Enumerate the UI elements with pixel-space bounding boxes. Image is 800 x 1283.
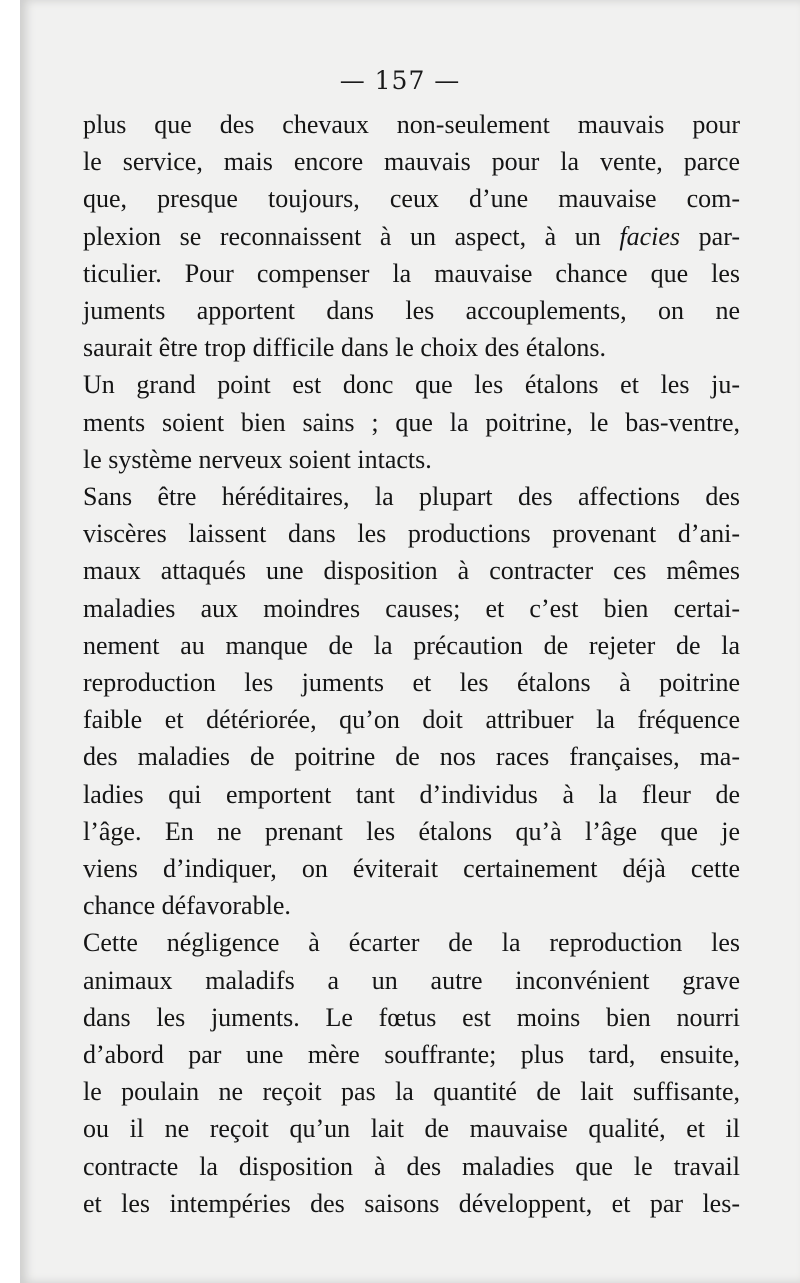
text-line: Cette négligence à écarter de la reproduction les <box>83 928 740 958</box>
text-segment: plexion se reconnaissent à un aspect, à un <box>83 221 620 251</box>
text-line-with-italic <box>83 218 740 255</box>
text-line: ou il ne reçoit qu’un lait de mauvaise qualité, et il <box>83 1114 740 1144</box>
text-line: contracte la disposition à des maladies que le travail <box>83 1151 740 1181</box>
text-line: d’abord par une mère souffrante; plus tard, ensuite, <box>83 1040 740 1070</box>
paragraph-2 <box>83 366 740 478</box>
text-line: saurait être trop difficile dans le choix des étalons. <box>83 333 606 363</box>
paragraph-1 <box>83 106 740 366</box>
paragraph-3 <box>83 478 740 924</box>
text-line: l’âge. En ne prenant les étalons qu’à l’âge que je <box>83 816 740 846</box>
text-line: et les intempéries des saisons développent, et par les- <box>83 1188 740 1218</box>
text-line: maladies aux moindres causes; et c’est bien certai- <box>83 593 740 623</box>
text-line: le poulain ne reçoit pas la quantité de lait suffisante, <box>83 1077 740 1107</box>
text-line: juments apportent dans les accouplements, on ne <box>83 296 740 326</box>
text-line: ticulier. Pour compenser la mauvaise chance que les <box>83 258 740 288</box>
text-line: que, presque toujours, ceux d’une mauvaise com- <box>83 184 740 214</box>
text-line: nement au manque de la précaution de rejeter de la <box>83 630 740 660</box>
text-line: ments soient bien sains ; que la poitrine, le bas-ventre, <box>83 407 740 437</box>
text-line: viscères laissent dans les productions provenant d’ani- <box>83 519 740 549</box>
paragraph-4 <box>83 924 740 1222</box>
text-segment: par- <box>680 221 740 251</box>
italic-word: facies <box>619 221 681 251</box>
text-line: reproduction les juments et les étalons à poitrine <box>83 668 740 698</box>
page-number: — 157 — <box>339 66 461 95</box>
text-line: le service, mais encore mauvais pour la vente, parce <box>83 147 740 177</box>
text-line: plus que des chevaux non-seulement mauvais pour <box>83 110 740 139</box>
text-line: maux attaqués une disposition à contracter ces mêmes <box>83 556 740 586</box>
text-line: dans les juments. Le fœtus est moins bien nourri <box>83 1002 740 1032</box>
text-line: animaux maladifs a un autre inconvénient grave <box>83 965 740 995</box>
text-line: le système nerveux soient intacts. <box>83 444 432 474</box>
text-line: Sans être héréditaires, la plupart des affections des <box>83 482 740 512</box>
text-line: ladies qui emportent tant d’individus à la fleur de <box>83 779 740 809</box>
text-line: chance défavorable. <box>83 891 291 921</box>
page-body <box>83 106 740 1222</box>
text-line: faible et détériorée, qu’on doit attribuer la fréquence <box>83 705 740 735</box>
text-line: viens d’indiquer, on éviterait certainement déjà cette <box>83 854 740 884</box>
text-line: Un grand point est donc que les étalons et les ju- <box>83 370 740 400</box>
text-line: des maladies de poitrine de nos races françaises, ma- <box>83 742 740 772</box>
